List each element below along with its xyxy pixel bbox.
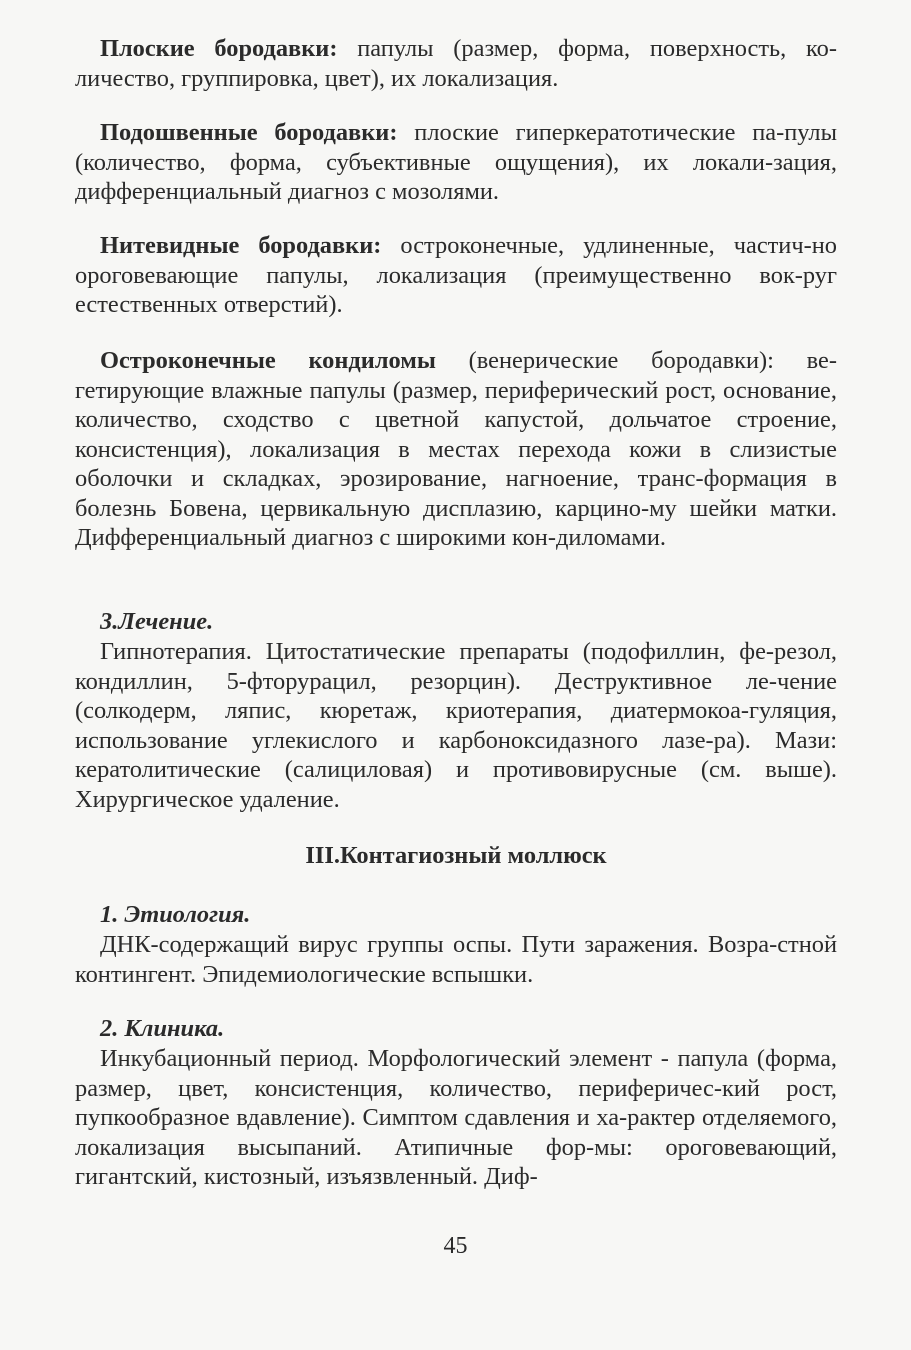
section-title: III.Контагиозный моллюск xyxy=(305,842,607,869)
paragraph-flat-warts xyxy=(75,34,837,93)
term-plantar-warts: Подошвенные бородавки: xyxy=(100,119,398,146)
term-filiform-warts: Нитевидные бородавки: xyxy=(100,232,382,259)
term-condylomas: Остроконечные кондиломы xyxy=(100,347,436,374)
paragraph-filiform-warts xyxy=(75,231,837,320)
heading-clinic: 2. Клиника. xyxy=(100,1015,225,1042)
heading-etiology: 1. Этиология. xyxy=(100,901,251,928)
paragraph-condylomas xyxy=(75,346,837,553)
text-flat-warts: папулы (размер, форма, поверхность, ко-личество, группировка, цвет), их локализация. xyxy=(75,35,837,92)
paragraph-treatment: Гипнотерапия. Цитостатические препараты (подофиллин, фе-резол, кондиллин, 5-фторурацил, резорцин). Деструктивное ле-чение (солкодерм, ляпис, кюретаж, криотерапия, диатермокоа-гуляция, использование углекислого и карбоноксидазного лазе-ра). Мази: кератолитические (салициловая) и противовирусные (см. выше). Хирургическое удаление. xyxy=(75,638,837,813)
text-filiform-warts: остроконечные, удлиненные, частич-но ороговевающие папулы, локализация (преимущественно вок-руг естественных отверстий). xyxy=(75,232,837,318)
paragraph-plantar-warts xyxy=(75,118,837,207)
term-flat-warts: Плоские бородавки: xyxy=(100,35,338,62)
heading-treatment: 3.Лечение. xyxy=(100,608,214,635)
page-number: 45 xyxy=(443,1233,468,1259)
paragraph-etiology: ДНК-содержащий вирус группы оспы. Пути заражения. Возра-стной контингент. Эпидемиологические вспышки. xyxy=(75,931,837,988)
text-condylomas: (венерические бородавки): ве-гетирующие влажные папулы (размер, периферический рост, основание, количество, сходство с цветной капустой, дольчатое строение, консистенция), локализация в местах перехода кожи в слизистые оболочки и складках, эрозирование, нагноение, транс-формация в болезнь Бовена, цервикальную дисплазию, карцино-му шейки матки. Дифференциальный диагноз с широкими кон-диломами. xyxy=(75,347,837,551)
text-plantar-warts: плоские гиперкератотические па-пулы (количество, форма, субъективные ощущения), их локали-зация, дифференциальный диагноз с мозолями. xyxy=(75,119,837,205)
paragraph-clinic: Инкубационный период. Морфологический элемент - папула (форма, размер, цвет, консистенция, количество, периферичес-кий рост, пупкообразное вдавление). Симптом сдавления и ха-рактер отделяемого, локализация высыпаний. Атипичные фор-мы: ороговевающий, гигантский, кистозный, изъязвленный. Диф- xyxy=(75,1045,837,1190)
